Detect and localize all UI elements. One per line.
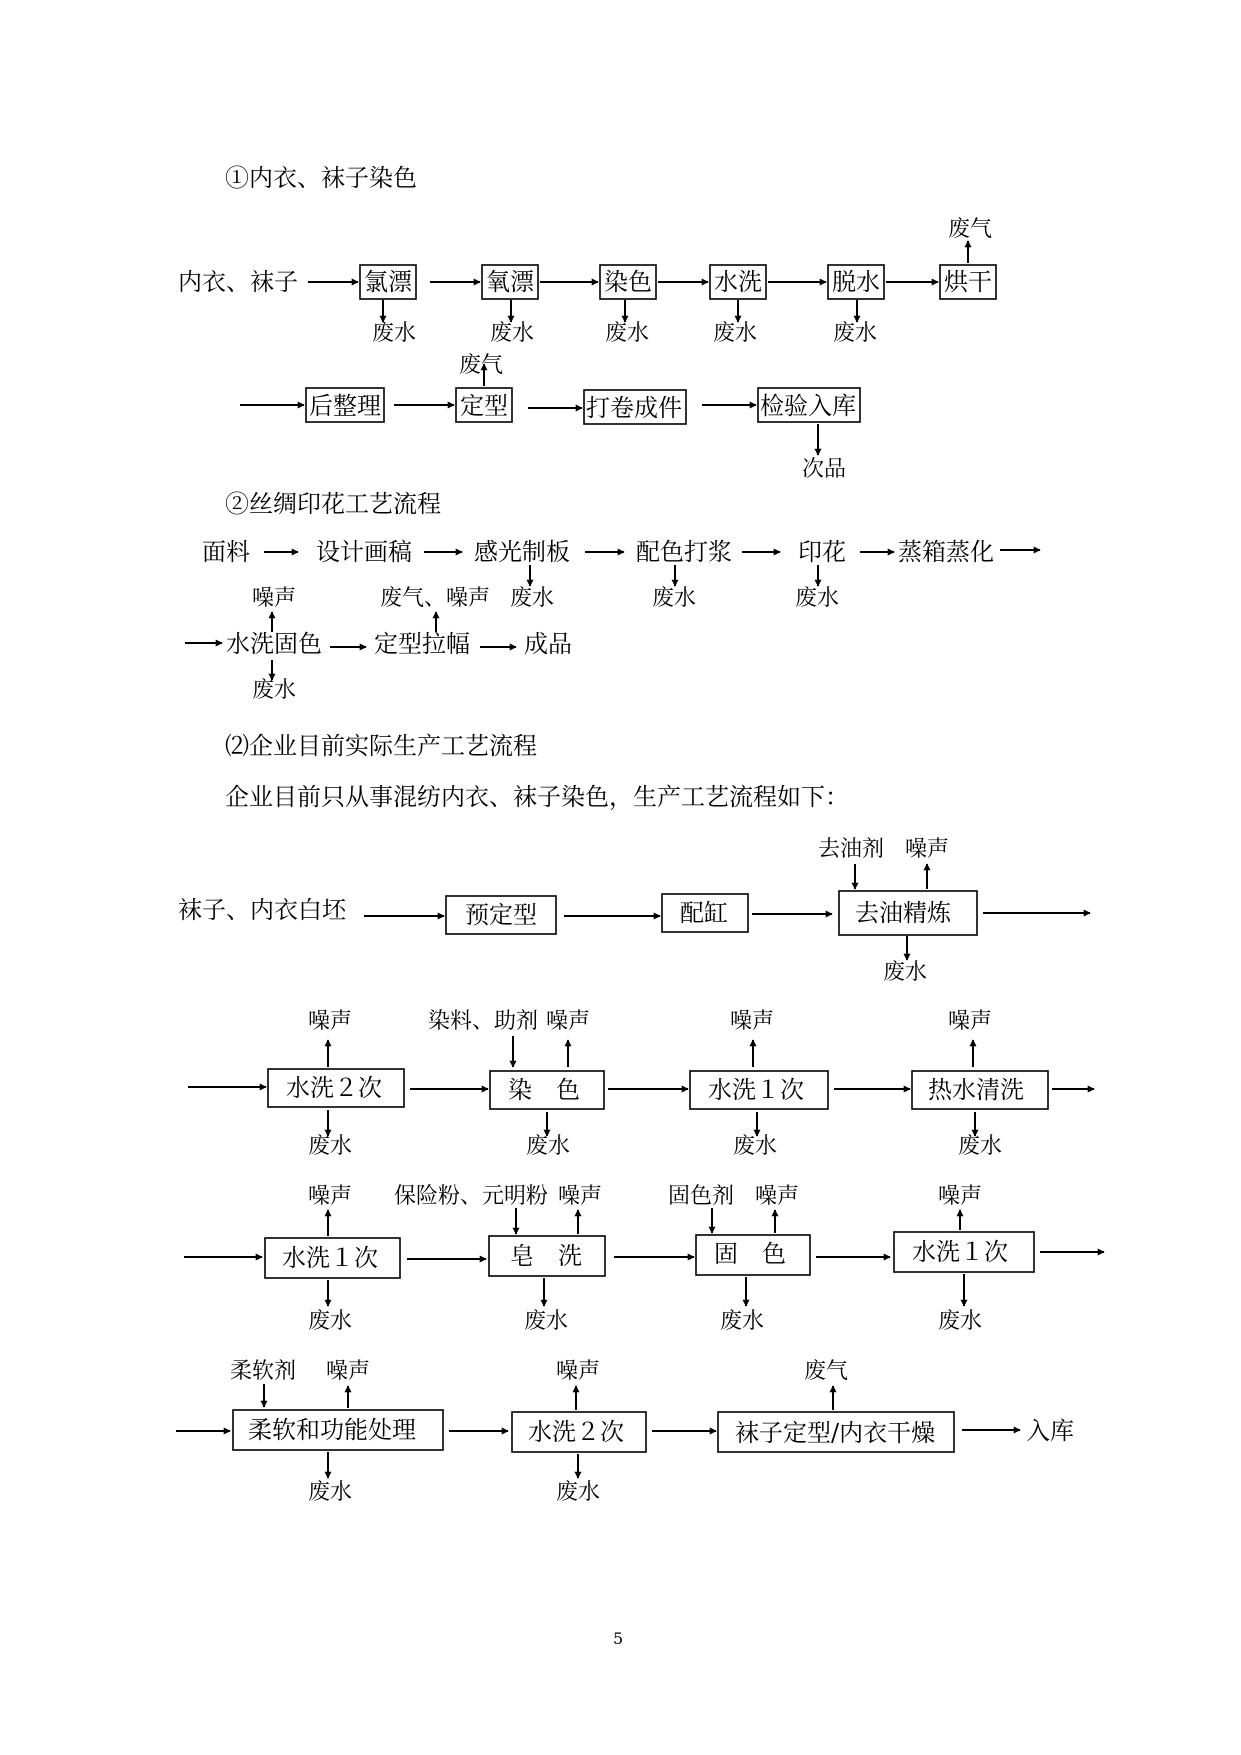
- label-waste-water: 废水: [605, 321, 650, 346]
- step-setting-drying: 袜子定型/内衣干燥: [735, 1419, 936, 1447]
- label-waste-gas: 废气: [459, 353, 504, 378]
- label-waste-water: 废水: [652, 586, 697, 611]
- label-waste-water: 废水: [490, 321, 535, 346]
- step-rolling: 打卷成件: [586, 394, 682, 422]
- step-wash-1: 水洗１次: [708, 1076, 804, 1104]
- label-waste-gas: 废气: [948, 217, 993, 242]
- step-wash-1-final: 水洗１次: [912, 1238, 1008, 1266]
- step-setting: 定型: [460, 392, 508, 420]
- label-waste-water: 废水: [372, 321, 417, 346]
- label-waste-water: 废水: [720, 1309, 765, 1334]
- input-soaping-agents: 保险粉、元明粉: [394, 1184, 549, 1209]
- step-finishing: 后整理: [309, 392, 381, 420]
- step-hot-wash: 热水清洗: [928, 1076, 1024, 1104]
- label-waste-water: 废水: [713, 321, 758, 346]
- label-waste-water: 废水: [510, 586, 555, 611]
- label-noise: 噪声: [948, 1009, 993, 1034]
- step-soaping: 皂 洗: [510, 1242, 582, 1270]
- label-noise: 噪声: [308, 1009, 353, 1034]
- flow3-end: 入库: [1026, 1417, 1074, 1445]
- label-waste-water: 废水: [308, 1134, 353, 1159]
- flow1-start: 内衣、袜子: [178, 268, 298, 296]
- heading-silk-printing: ②丝绸印花工艺流程: [225, 490, 441, 518]
- label-waste-water: 废水: [833, 321, 878, 346]
- intro-paragraph: 企业目前只从事混纺内衣、袜子染色，生产工艺流程如下：: [225, 783, 849, 811]
- label-waste-water: 废水: [252, 678, 297, 703]
- step-wash-2: 水洗２次: [528, 1418, 624, 1446]
- flow2-platemaking: 感光制板: [474, 538, 570, 566]
- label-gas-noise: 废气、噪声: [380, 586, 491, 611]
- step-degrease: 去油精炼: [855, 899, 951, 927]
- step-dewater: 脱水: [832, 268, 880, 296]
- label-defect: 次品: [802, 457, 847, 482]
- input-degreaser: 去油剂: [818, 837, 885, 862]
- step-chlorine-bleach: 氯漂: [364, 268, 412, 296]
- label-noise: 噪声: [558, 1184, 603, 1209]
- label-waste-water: 废水: [733, 1134, 778, 1159]
- flow2-wash-fix: 水洗固色: [226, 630, 322, 658]
- page-number: 5: [613, 1629, 624, 1648]
- input-dye-auxiliaries: 染料、助剂: [428, 1009, 539, 1034]
- step-wash: 水洗: [714, 268, 762, 296]
- label-noise: 噪声: [938, 1184, 983, 1209]
- label-waste-water: 废水: [308, 1480, 353, 1505]
- label-waste-water: 废水: [883, 960, 928, 985]
- input-fixing-agent: 固色剂: [668, 1184, 735, 1209]
- heading-underwear-dyeing: ①内衣、袜子染色: [225, 164, 417, 192]
- label-noise: 噪声: [308, 1184, 353, 1209]
- label-waste-gas: 废气: [804, 1359, 849, 1384]
- flow2-setting-tenter: 定型拉幅: [374, 630, 470, 658]
- input-softener: 柔软剂: [230, 1359, 297, 1384]
- label-noise: 噪声: [252, 586, 297, 611]
- label-waste-water: 废水: [795, 586, 840, 611]
- label-waste-water: 废水: [938, 1309, 983, 1334]
- flow2-printing: 印花: [798, 538, 846, 566]
- step-pre-setting: 预定型: [465, 901, 537, 929]
- step-color-fixing: 固 色: [714, 1240, 786, 1268]
- label-waste-water: 废水: [524, 1309, 569, 1334]
- label-noise: 噪声: [556, 1359, 601, 1384]
- label-noise: 噪声: [326, 1359, 371, 1384]
- step-oxygen-bleach: 氧漂: [486, 268, 534, 296]
- flow3-start: 袜子、内衣白坯: [178, 896, 346, 924]
- label-noise: 噪声: [546, 1009, 591, 1034]
- label-noise: 噪声: [730, 1009, 775, 1034]
- step-dye: 染 色: [508, 1076, 580, 1104]
- heading-actual-process: ⑵企业目前实际生产工艺流程: [225, 732, 537, 760]
- step-dry: 烘干: [944, 268, 992, 296]
- step-inspection: 检验入库: [760, 392, 856, 420]
- label-waste-water: 废水: [556, 1480, 601, 1505]
- step-batching: 配缸: [680, 899, 728, 927]
- flow2-product: 成品: [524, 630, 572, 658]
- flow2-design: 设计画稿: [316, 538, 412, 566]
- step-wash-2: 水洗２次: [286, 1074, 382, 1102]
- label-waste-water: 废水: [526, 1134, 571, 1159]
- label-waste-water: 废水: [958, 1134, 1003, 1159]
- step-dyeing: 染色: [604, 268, 652, 296]
- flow2-color-mixing: 配色打浆: [636, 538, 732, 566]
- label-noise: 噪声: [755, 1184, 800, 1209]
- label-noise: 噪声: [905, 837, 950, 862]
- step-softening: 柔软和功能处理: [248, 1416, 416, 1444]
- step-wash-1: 水洗１次: [282, 1244, 378, 1272]
- flow2-fabric: 面料: [202, 538, 250, 566]
- label-waste-water: 废水: [308, 1309, 353, 1334]
- flow2-steaming: 蒸箱蒸化: [898, 538, 994, 566]
